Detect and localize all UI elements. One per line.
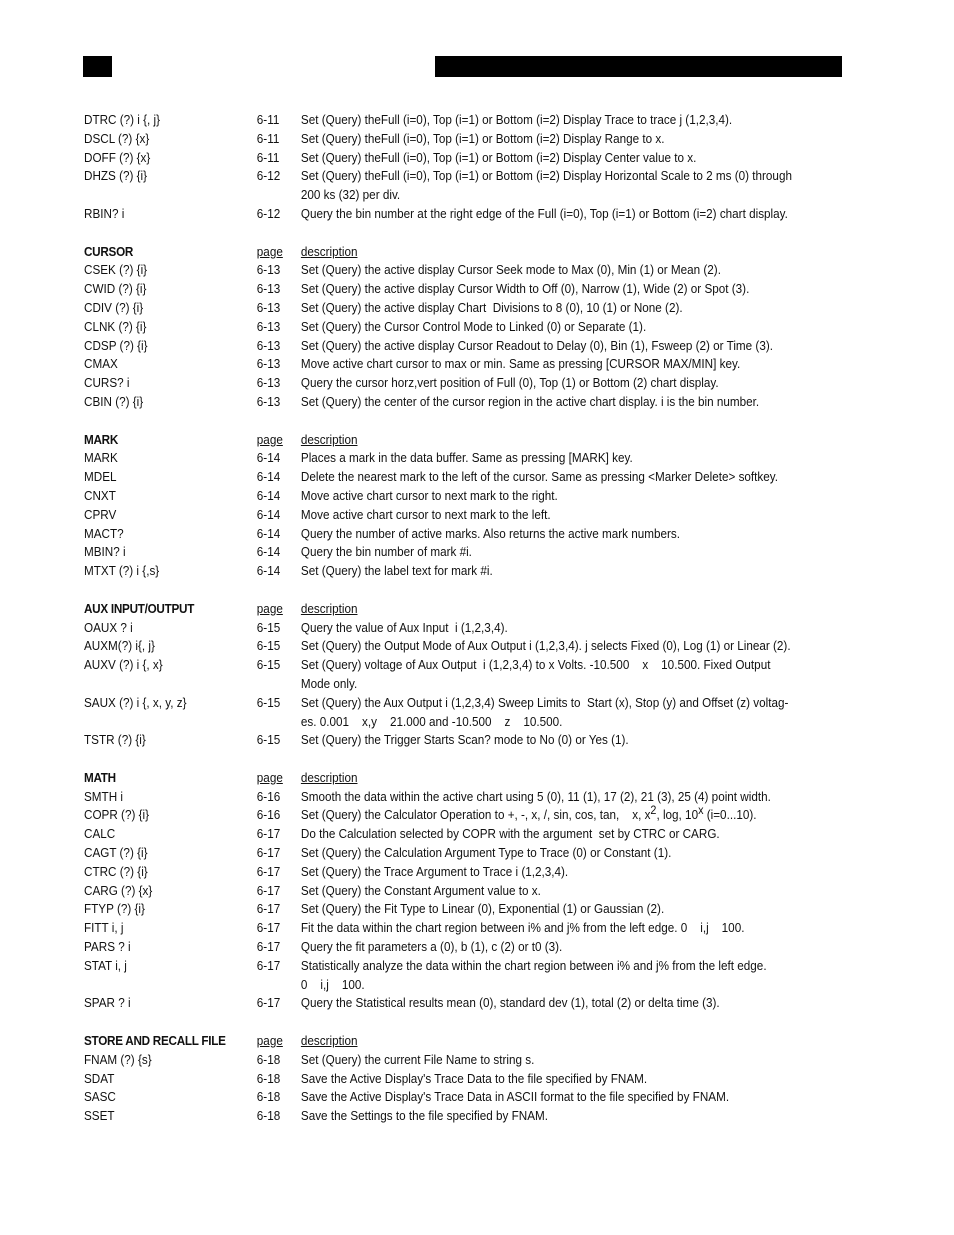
page-ref: 6-13	[256, 337, 281, 353]
page-ref: 6-12	[256, 168, 281, 184]
command-row	[84, 863, 840, 882]
page-ref: 6-17	[256, 826, 281, 842]
command-description: Set (Query) theFull (i=0), Top (i=1) or Bottom (i=2) Display Center value to x.	[300, 149, 697, 165]
page-ref: 6-17	[256, 863, 281, 879]
page-ref: 6-13	[256, 262, 281, 278]
command-row	[84, 731, 840, 750]
command-syntax: CPRV	[84, 506, 117, 522]
command-row	[84, 919, 840, 938]
command-syntax: CWID (?) {i}	[84, 281, 147, 297]
command-syntax: FITT i, j	[84, 920, 124, 936]
command-syntax: COPR (?) {i}	[84, 807, 150, 823]
command-row	[84, 1070, 840, 1089]
command-syntax: STAT i, j	[84, 957, 127, 973]
command-row	[84, 788, 840, 807]
section-spacer	[84, 750, 844, 769]
page-ref: 6-13	[256, 318, 281, 334]
command-description: Query the value of Aux Input i (1,2,3,4).	[300, 619, 508, 635]
superscript-x: x	[698, 803, 704, 818]
section-spacer	[84, 412, 844, 431]
page-ref: 6-15	[256, 638, 281, 654]
command-description: Move active chart cursor to max or min. Same as pressing [CURSOR MAX/MIN] key.	[300, 356, 741, 372]
page-ref: 6-13	[256, 281, 281, 297]
command-description: Set (Query) the label text for mark #i.	[300, 563, 493, 579]
command-description: Set (Query) the Calculation Argument Type to Trace (0) or Constant (1).	[300, 845, 672, 861]
command-description: Delete the nearest mark to the left of the cursor. Same as pressing <Marker Delete> softkey.	[300, 469, 779, 485]
description-column-header: description	[300, 243, 358, 259]
command-syntax: DTRC (?) i {, j}	[84, 112, 161, 127]
command-description: Statistically analyze the data within the chart region between i% and j% from the left edge. 0 i,j 100.	[300, 957, 767, 992]
command-description: Set (Query) the active display Chart Divisions to 8 (0), 10 (1) or None (2).	[300, 299, 683, 315]
command-syntax: SMTH i	[84, 788, 124, 804]
command-row	[84, 1107, 840, 1126]
description-text: (i=0...10).	[703, 807, 757, 823]
command-syntax: DSCL (?) {x}	[84, 130, 150, 146]
command-row	[84, 994, 840, 1013]
command-description: Save the Active Display's Trace Data to the file specified by FNAM.	[300, 1070, 648, 1086]
command-syntax: CAGT (?) {i}	[84, 845, 148, 861]
command-description: Fit the data within the chart region between i% and j% from the left edge. 0 i,j 100.	[300, 920, 745, 936]
page-ref: 6-17	[256, 845, 281, 861]
command-row	[84, 374, 840, 393]
command-row	[84, 957, 840, 995]
command-description: Move active chart cursor to next mark to the left.	[300, 506, 551, 522]
page-ref: 6-18	[256, 1089, 281, 1105]
command-row	[84, 694, 840, 732]
description-column-header: description	[300, 769, 358, 785]
page-ref: 6-16	[256, 807, 281, 823]
command-row	[84, 506, 840, 525]
header-bar-left	[83, 56, 112, 77]
command-row	[84, 130, 840, 149]
command-row	[84, 938, 840, 957]
section-heading	[84, 600, 840, 619]
command-syntax: SDAT	[84, 1070, 115, 1086]
section-spacer	[84, 224, 844, 243]
command-description: Save the Settings to the file specified by FNAM.	[300, 1108, 549, 1124]
section-title: MARK	[84, 431, 119, 447]
page-ref: 6-17	[256, 939, 281, 955]
command-row	[84, 355, 840, 374]
command-description	[300, 803, 840, 825]
command-syntax: MARK	[84, 450, 118, 466]
command-syntax: MTXT (?) i {,s}	[84, 563, 160, 579]
command-description: Set (Query) the current File Name to string s.	[300, 1051, 535, 1067]
page-ref: 6-16	[256, 788, 281, 804]
command-row	[84, 900, 840, 919]
command-description: Places a mark in the data buffer. Same as pressing [MARK] key.	[300, 450, 633, 466]
command-row	[84, 487, 840, 506]
command-description: Set (Query) the Cursor Control Mode to Linked (0) or Separate (1).	[300, 318, 647, 334]
page-ref: 6-13	[256, 356, 281, 372]
page-ref: 6-13	[256, 299, 281, 315]
command-syntax: SPAR ? i	[84, 995, 131, 1011]
command-syntax: CDIV (?) {i}	[84, 299, 144, 315]
page-column-header: page	[256, 1033, 283, 1049]
page-column-header: page	[256, 243, 283, 259]
command-description: Query the bin number at the right edge of the Full (i=0), Top (i=1) or Bottom (i=2) chart display.	[300, 205, 788, 221]
section-title: STORE AND RECALL FILE	[84, 1033, 226, 1049]
command-syntax: SSET	[84, 1108, 115, 1124]
page-ref: 6-15	[256, 732, 281, 748]
command-syntax: DHZS (?) {i}	[84, 168, 148, 184]
command-row	[84, 205, 840, 224]
command-description: Set (Query) the active display Cursor Width to Off (0), Narrow (1), Wide (2) or Spot (3).	[300, 281, 750, 297]
command-description: Set (Query) the Trigger Starts Scan? mode to No (0) or Yes (1).	[300, 732, 629, 748]
page-ref: 6-18	[256, 1070, 281, 1086]
page-ref: 6-17	[256, 901, 281, 917]
command-syntax: CNXT	[84, 487, 116, 503]
command-syntax: CURS? i	[84, 375, 130, 391]
page-ref: 6-17	[256, 920, 281, 936]
command-syntax: OAUX ? i	[84, 619, 133, 635]
section-heading	[84, 1032, 840, 1051]
command-row	[84, 619, 840, 638]
page-ref: 6-11	[256, 149, 280, 165]
page-ref: 6-13	[256, 375, 281, 391]
page-ref: 6-18	[256, 1051, 281, 1067]
page-ref: 6-15	[256, 619, 281, 635]
command-row	[84, 825, 840, 844]
command-row	[84, 562, 840, 581]
command-row	[84, 543, 840, 562]
command-description: Move active chart cursor to next mark to the right.	[300, 487, 558, 503]
page-column-header: page	[256, 769, 283, 785]
page-ref: 6-17	[256, 995, 281, 1011]
command-syntax: FNAM (?) {s}	[84, 1051, 152, 1067]
page-ref: 6-14	[256, 450, 281, 466]
command-row	[84, 1088, 840, 1107]
page-ref: 6-15	[256, 657, 281, 673]
section-title: MATH	[84, 769, 116, 785]
description-text: Set (Query) the Calculator Operation to +, -, x, /, sin, cos, tan, x, x	[300, 807, 651, 823]
command-syntax: CARG (?) {x}	[84, 882, 153, 898]
command-group-store-recall	[84, 1032, 844, 1126]
command-syntax: MDEL	[84, 469, 117, 485]
page-ref: 6-12	[256, 205, 281, 221]
command-row	[84, 111, 840, 130]
command-group-mark	[84, 431, 844, 581]
command-syntax: CALC	[84, 826, 116, 842]
command-description: Set (Query) the Trace Argument to Trace i (1,2,3,4).	[300, 863, 569, 879]
command-row	[84, 261, 840, 280]
command-row	[84, 656, 840, 694]
section-spacer	[84, 1013, 844, 1032]
command-syntax: MACT?	[84, 525, 124, 541]
command-description: Set (Query) the active display Cursor Seek mode to Max (0), Min (1) or Mean (2).	[300, 262, 721, 278]
page-ref: 6-14	[256, 544, 281, 560]
command-syntax: CLNK (?) {i}	[84, 318, 147, 334]
command-syntax: FTYP (?) {i}	[84, 901, 145, 917]
command-row	[84, 299, 840, 318]
command-description: Query the number of active marks. Also returns the active mark numbers.	[300, 525, 681, 541]
command-syntax: AUXM(?) i{, j}	[84, 638, 155, 654]
command-description: Set (Query) the center of the cursor region in the active chart display. i is the bin number.	[300, 393, 760, 409]
command-row	[84, 318, 840, 337]
page-ref: 6-17	[256, 957, 281, 973]
command-syntax: MBIN? i	[84, 544, 126, 560]
page-ref: 6-17	[256, 882, 281, 898]
command-syntax: DOFF (?) {x}	[84, 149, 151, 165]
command-row	[84, 393, 840, 412]
command-row	[84, 882, 840, 901]
command-syntax: RBIN? i	[84, 205, 125, 221]
page-ref: 6-18	[256, 1108, 281, 1124]
command-reference	[84, 111, 844, 1126]
page-ref: 6-14	[256, 525, 281, 541]
page-ref: 6-13	[256, 393, 281, 409]
page-column-header: page	[256, 600, 283, 616]
section-heading	[84, 769, 840, 788]
command-syntax: TSTR (?) {i}	[84, 732, 146, 748]
description-text: , log, 10	[656, 807, 699, 823]
command-syntax: CSEK (?) {i}	[84, 262, 148, 278]
section-title: CURSOR	[84, 243, 134, 259]
header-bar-right	[435, 56, 842, 77]
command-row	[84, 337, 840, 356]
command-row	[84, 149, 840, 168]
description-column-header: description	[300, 431, 358, 447]
section-title: AUX INPUT/OUTPUT	[84, 600, 195, 616]
command-description: Save the Active Display's Trace Data in ASCII format to the file specified by FNAM.	[300, 1089, 730, 1105]
command-row	[84, 844, 840, 863]
command-syntax: CMAX	[84, 356, 118, 372]
section-heading	[84, 243, 840, 262]
command-description: Set (Query) theFull (i=0), Top (i=1) or Bottom (i=2) Display Range to x.	[300, 130, 665, 146]
command-description: Set (Query) the Output Mode of Aux Output i (1,2,3,4). j selects Fixed (0), Log (1) or Linear (2).	[300, 638, 791, 654]
command-group-display	[84, 111, 844, 224]
command-description: Query the bin number of mark #i.	[300, 544, 472, 560]
page-ref: 6-15	[256, 694, 281, 710]
command-description: Set (Query) the active display Cursor Readout to Delay (0), Bin (1), Fsweep (2) or Time (3).	[300, 337, 773, 353]
description-column-header: description	[300, 600, 358, 616]
page-ref: 6-14	[256, 469, 281, 485]
command-group-cursor	[84, 243, 844, 412]
command-group-aux	[84, 600, 844, 750]
page-ref: 6-14	[256, 487, 281, 503]
command-row	[84, 280, 840, 299]
command-description: Set (Query) voltage of Aux Output i (1,2,3,4) to x Volts. -10.500 x 10.500. Fixed Output Mode only.	[300, 657, 771, 691]
command-description: Set (Query) the Constant Argument value to x.	[300, 882, 541, 898]
command-description: Query the Statistical results mean (0), standard dev (1), total (2) or delta time (3).	[300, 995, 720, 1011]
command-row	[84, 167, 840, 205]
command-group-math	[84, 769, 844, 1013]
command-description: Set (Query) theFull (i=0), Top (i=1) or Bottom (i=2) Display Trace to trace j (1,2,3,4).	[300, 112, 733, 127]
command-description: Query the cursor horz,vert position of Full (0), Top (1) or Bottom (2) chart display.	[300, 375, 719, 391]
command-description: Query the fit parameters a (0), b (1), c (2) or t0 (3).	[300, 939, 563, 955]
command-row	[84, 468, 840, 487]
section-heading	[84, 431, 840, 450]
command-syntax: CDSP (?) {i}	[84, 337, 148, 353]
command-row	[84, 637, 840, 656]
command-description: Set (Query) the Fit Type to Linear (0), Exponential (1) or Gaussian (2).	[300, 901, 665, 917]
page-ref: 6-11	[256, 130, 280, 146]
page-ref: 6-14	[256, 563, 281, 579]
command-row	[84, 449, 840, 468]
command-syntax: AUXV (?) i {, x}	[84, 657, 163, 673]
command-description: Do the Calculation selected by COPR with the argument set by CTRC or CARG.	[300, 826, 720, 842]
command-description: Set (Query) the Aux Output i (1,2,3,4) Sweep Limits to Start (x), Stop (y) and Offset (z) voltag- es. 0.001 x,y 21.000 and -10.500 z 10.500.	[300, 694, 789, 729]
command-description: Smooth the data within the active chart using 5 (0), 11 (1), 17 (2), 21 (3), 25 (4) point width.	[300, 788, 771, 804]
command-description: Set (Query) theFull (i=0), Top (i=1) or Bottom (i=2) Display Horizontal Scale to 2 ms (0) through 200 ks (32) per div.	[300, 168, 792, 203]
command-row	[84, 1051, 840, 1070]
command-syntax: CTRC (?) {i}	[84, 863, 148, 879]
command-syntax: SASC	[84, 1089, 116, 1105]
command-syntax: PARS ? i	[84, 939, 131, 955]
command-syntax: SAUX (?) i {, x, y, z}	[84, 694, 187, 710]
command-row	[84, 803, 840, 825]
description-column-header: description	[300, 1033, 358, 1049]
page-ref: 6-14	[256, 506, 281, 522]
command-syntax: CBIN (?) {i}	[84, 393, 144, 409]
page-column-header: page	[256, 431, 283, 447]
page-ref: 6-11	[256, 112, 280, 127]
section-spacer	[84, 581, 844, 600]
command-row	[84, 525, 840, 544]
superscript-two: 2	[650, 803, 657, 818]
